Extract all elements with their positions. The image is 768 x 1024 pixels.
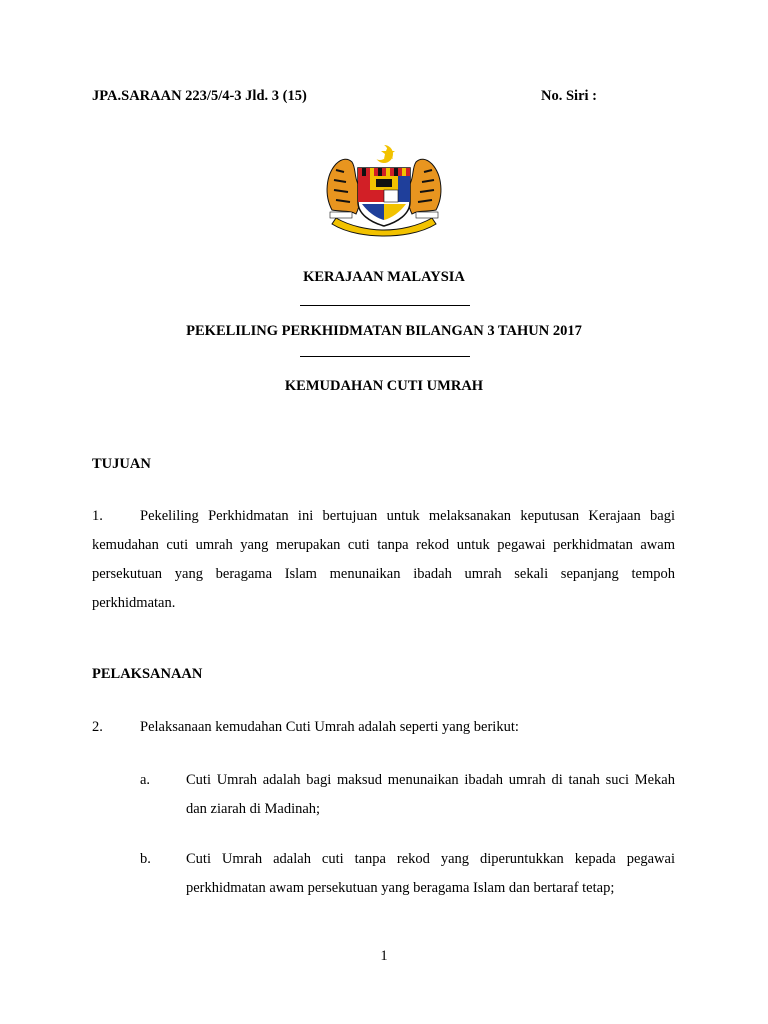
paragraph-number: 1. bbox=[92, 508, 103, 524]
paragraph-1 bbox=[92, 502, 675, 618]
paragraph-text: Pekeliling Perkhidmatan ini bertujuan untuk melaksanakan keputusan Kerajaan bagi kemudahan cuti umrah yang merupakan cuti tanpa rekod untuk pegawai perkhidmatan awam persekutuan yang beragama Islam menunaikan ibadah umrah sekali sepanjang tempoh perkhidmatan. bbox=[92, 508, 675, 611]
paragraph-2 bbox=[92, 713, 675, 742]
subject-title: KEMUDAHAN CUTI UMRAH bbox=[284, 378, 484, 394]
circular-title: PEKELILING PERKHIDMATAN BILANGAN 3 TAHUN 2017 bbox=[186, 323, 582, 339]
title-divider bbox=[300, 356, 470, 357]
purpose-heading: TUJUAN bbox=[92, 456, 151, 472]
implementation-heading: PELAKSANAAN bbox=[92, 666, 203, 682]
list-item bbox=[140, 845, 675, 903]
list-item bbox=[140, 766, 675, 824]
list-item-text: Cuti Umrah adalah bagi maksud menunaikan ibadah umrah di tanah suci Mekah dan ziarah di Madinah; bbox=[186, 772, 675, 817]
list-item-text: Cuti Umrah adalah cuti tanpa rekod yang diperuntukkan kepada pegawai perkhidmatan awam persekutuan yang beragama Islam dan bertaraf tetap; bbox=[186, 851, 675, 896]
title-divider bbox=[300, 305, 470, 306]
paragraph-number: 2. bbox=[92, 719, 103, 735]
list-item-label: b. bbox=[140, 851, 151, 867]
coat-of-arms-icon bbox=[318, 140, 450, 238]
list-item-label: a. bbox=[140, 772, 151, 788]
government-title: KERAJAAN MALAYSIA bbox=[303, 269, 465, 285]
serial-number-label: No. Siri : bbox=[541, 88, 597, 104]
page-number: 1 bbox=[380, 948, 388, 964]
reference-number: JPA.SARAAN 223/5/4-3 Jld. 3 (15) bbox=[92, 88, 307, 104]
paragraph-text: Pelaksanaan kemudahan Cuti Umrah adalah seperti yang berikut: bbox=[140, 719, 519, 735]
